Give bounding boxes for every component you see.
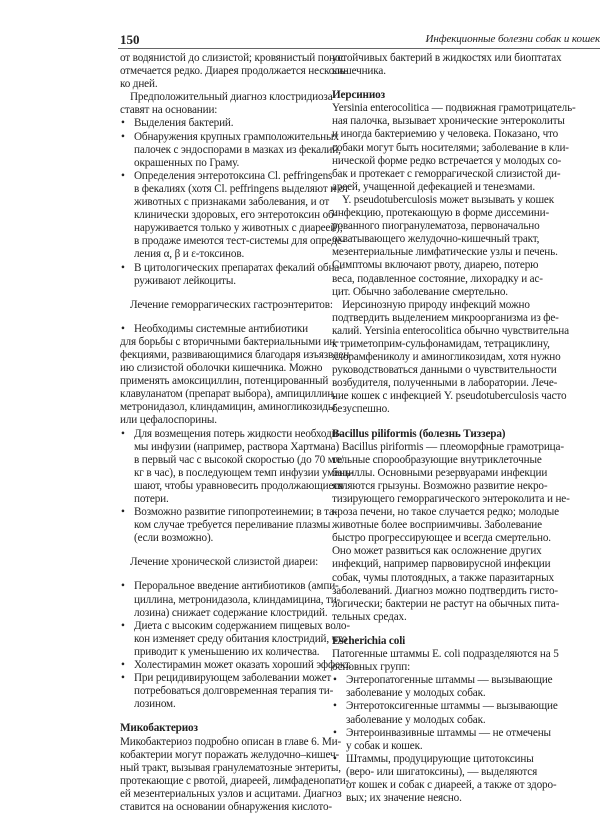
text-line: ареей, учащенной дефекацией и тенезмами. <box>332 180 535 193</box>
text-line: бациллы. Основными резервуарами инфекции <box>332 466 548 479</box>
text-line: от водянистой до слизистой; кровянистый понос <box>120 52 346 64</box>
text-line: отмечается редко. Диарея продолжается несколь- <box>120 65 349 78</box>
text-line: Микобактериоз подробно описан в главе 6. Ми- <box>120 735 342 748</box>
text-line: к триметоприм-сульфонамидам, тетрациклину, <box>332 337 550 350</box>
header-rule <box>118 48 600 49</box>
bullet-line: • Пероральное введение антибиотиков (ампи- <box>120 580 321 593</box>
text-line: клавуланатом (препарат выбора), ампициллин, <box>120 388 336 401</box>
text-line: Патогенные штаммы E. coli подразделяются на 5 <box>332 648 559 661</box>
text-line: быстро прогрессирующее и всегда смертельно. <box>332 532 551 545</box>
section-heading: Микобактериоз <box>120 722 198 735</box>
text-line: ию слизистой оболочки кишечника. Можно <box>120 362 323 375</box>
text-line: приводит к уменьшению их количества. <box>134 645 320 658</box>
bullet-line: • Возможно развитие гипопротеинемии; в та- <box>120 506 321 519</box>
text-line: мы инфузии (например, раствора Хартмана) <box>134 440 340 453</box>
text-line: кг в час), в последующем темп инфузии умень- <box>134 466 354 479</box>
text-line: ей мезентериальных узлов и асцитами. Диагноз <box>120 787 342 800</box>
spacer <box>332 417 600 428</box>
text-line: ления α, β и ε-токсинов. <box>134 248 245 261</box>
text-line: ный тракт, вызывая гранулематозные энтериты, <box>120 761 341 774</box>
bullet-line: • Энтероинвазивные штаммы — не отмечены <box>332 727 600 740</box>
text-line: Y. pseudotuberculosis может вызывать у кошек <box>342 193 555 206</box>
spacer <box>332 624 600 635</box>
text-line: ная палочка, вызывает хронические энтероколиты <box>332 115 565 128</box>
text-line: руководствоваться данными о чувствительности <box>332 364 557 377</box>
text-line: (веро- или шигатоксины), — выделяются <box>346 765 538 778</box>
text-line: ние кошек с инфекцией Y. pseudotuberculosis часто <box>332 390 567 403</box>
text-line: веса, подавленное состояние, лихорадку и ас- <box>332 272 543 285</box>
bullet-line: • Обнаружения крупных грамположительных <box>120 131 321 144</box>
bullet-line: • Энтеротоксигенные штаммы — вызывающие <box>332 700 600 713</box>
page-number: 150 <box>120 32 140 47</box>
text-line: являются грызуны. Возможно развитие некро- <box>332 479 548 492</box>
text-line: ком случае требуется переливание плазмы <box>134 519 331 532</box>
text-line: клинически здоровых, его энтеротоксин об- <box>134 209 338 222</box>
text-line: инфекций, например парвовирусной инфекции <box>332 558 551 571</box>
text-line: вых; их значение неясно. <box>346 792 462 805</box>
page-header <box>0 0 600 50</box>
bullet-line: • В цитологических препаратах фекалий обна- <box>120 262 321 275</box>
text-line: руживают лейкоциты. <box>134 274 236 287</box>
text-line: Bacillus piriformis — плеоморфные грамотрица- <box>342 440 564 453</box>
bullet-line: • Штаммы, продуцирующие цитотоксины <box>332 753 600 766</box>
text-line: кон изменяет среду обитания клостридий, что <box>134 632 348 645</box>
text-line: животные более восприимчивы. Заболевание <box>332 519 542 532</box>
text-line: кишечника. <box>332 65 386 78</box>
running-head: Инфекционные болезни собак и кошек <box>425 33 600 45</box>
text-line: для борьбы с вторичными бактериальными ин- <box>120 335 339 348</box>
text-line: или цефалоспорины. <box>120 414 217 427</box>
text-line: собак, чумы плотоядных, а также паразитарных <box>332 571 554 584</box>
spacer <box>120 569 321 580</box>
text-line: заболевание у молодых собак. <box>346 687 486 700</box>
text-line: в первый час с высокой скоростью (до 70 мл/ <box>134 453 344 466</box>
bullet-line: • Холестирамин может оказать хороший эффект. <box>120 659 321 672</box>
bullet-line: • При рецидивирующем заболевании может <box>120 672 321 685</box>
text-line: ставится на основании обнаружения кислото- <box>120 800 332 813</box>
right-column <box>332 52 600 805</box>
left-column <box>120 52 354 814</box>
text-line: в продаже имеются тест-системы для опреде- <box>134 235 346 248</box>
text-line: Оно может развиться как осложнение других <box>332 545 542 558</box>
text-line: метронидазол, клиндамицин, аминогликозиды <box>120 401 336 414</box>
spacer <box>120 545 321 556</box>
text-line: животных с признаками заболевания, и от <box>134 196 330 209</box>
text-line: основных групп: <box>332 661 411 674</box>
text-line: безуспешно. <box>332 403 390 416</box>
text-line: наруживается только у животных с диареей); <box>134 222 343 235</box>
bullet-line: • Выделения бактерий. <box>120 117 321 130</box>
text-line: тельные спорообразующие внутриклеточные <box>332 453 542 466</box>
text-line: лозина) снижает содержание клостридий. <box>134 606 328 619</box>
text-line: кобактерии могут поражать желудочно–кишеч- <box>120 748 340 761</box>
text-line: Иерсинозную природу инфекций можно <box>342 298 530 311</box>
text-line: фекциями, развивающимися благодаря изъязвлен- <box>120 348 353 361</box>
text-line: (если возможно). <box>134 532 214 545</box>
text-line: шают, чтобы уравновесить продолжающиеся <box>134 479 344 492</box>
section-heading: Bacillus piliformis (болезнь Тиззера) <box>332 427 506 440</box>
bullet-line: • Для возмещения потерь жидкости необходи- <box>120 428 321 441</box>
text-line: кроза печени, но такое случается редко; молодые <box>332 506 559 519</box>
text-line: мезентериальные лимфатические узлы и печень. <box>332 246 558 259</box>
text-line: ко дней. <box>120 78 158 91</box>
text-line: палочек с эндоспорами в мазках из фекалий, <box>134 143 341 156</box>
text-line: тизирующего геморрагического энтероколита и не- <box>332 493 570 505</box>
text-line: устойчивых бактерий в жидкостях или биоптатах <box>332 52 562 64</box>
text-line: калий. Yersinia enterocolitica обычно чувствительна <box>332 324 569 337</box>
text-line: от кошек и собак с диареей, а также от здоро- <box>346 778 557 791</box>
text-line: окрашенных по Граму. <box>134 156 240 169</box>
text-line: тельных средах. <box>332 610 407 623</box>
bullet-line: • Диета с высоким содержанием пищевых воло- <box>120 620 321 633</box>
text-line: в фекалиях (хотя Cl. peffringens выделяют и от <box>134 182 349 195</box>
spacer <box>120 288 321 299</box>
text-line: Лечение геморрагических гастроэнтеритов: <box>130 298 333 311</box>
text-line: потребоваться долговременная терапия ти- <box>134 685 334 698</box>
section-heading: Иерсиниоз <box>332 89 385 102</box>
bullet-line: • Определения энтеротоксина Cl. peffringens <box>120 170 321 183</box>
bullet-line: • Энтеропатогенные штаммы — вызывающие <box>332 674 600 687</box>
text-line: заболеваний. Диагноз можно подтвердить гисто- <box>332 584 558 597</box>
section-heading: Escherichia coli <box>332 634 406 647</box>
text-line: применять амоксициллин, потенцированный <box>120 375 329 388</box>
text-line: Предположительный диагноз клостридиоза <box>130 91 333 104</box>
text-line: протекающие с рвотой, диареей, лимфаденопати- <box>120 774 350 787</box>
text-line: цит. Обычно заболевание смертельно. <box>332 285 508 298</box>
text-line: рованного пиогранулематоза, первоначально <box>332 220 540 233</box>
text-line: инфекцию, протекающую в форме диссемини- <box>332 207 550 220</box>
text-line: Симптомы включают рвоту, диарею, потерю <box>332 259 539 272</box>
text-line: бак и протекает с геморрагической слизистой ди- <box>332 167 561 180</box>
text-line: потери. <box>134 493 169 505</box>
spacer <box>120 711 321 722</box>
spacer <box>332 78 600 89</box>
text-line: собаки могут быть носителями; заболевание в кли- <box>332 141 569 154</box>
text-line: лозином. <box>134 698 176 711</box>
bullet-line: • Необходимы системные антибиотики <box>120 323 321 336</box>
text-line: Лечение хронической слизистой диареи: <box>130 556 319 569</box>
spacer <box>120 312 321 323</box>
text-line: охватывающего желудочно-кишечный тракт, <box>332 233 540 246</box>
text-line: нической форме редко встречается у молодых со- <box>332 154 562 167</box>
text-line: подтвердить выделением микроорганизма из фе- <box>332 311 559 324</box>
text-line: Yersinia enterocolitica — подвижная грамотрицатель- <box>332 102 576 115</box>
text-line: циллина, метронидазола, клиндамицина, ти- <box>134 593 341 606</box>
text-line: ставят на основании: <box>120 104 218 117</box>
text-line: заболевание у молодых собак. <box>346 713 486 726</box>
text-line: у собак и кошек. <box>346 739 423 752</box>
text-line: и иногда бактериемию у человека. Показано, что <box>332 128 559 141</box>
text-line: логически; бактерии не растут на обычных пита- <box>332 597 560 610</box>
text-line: хлорамфениколу и аминогликозидам, хотя нужно <box>332 351 561 364</box>
text-line: возбудителя, полученными в лаборатории. Лече- <box>332 377 558 390</box>
